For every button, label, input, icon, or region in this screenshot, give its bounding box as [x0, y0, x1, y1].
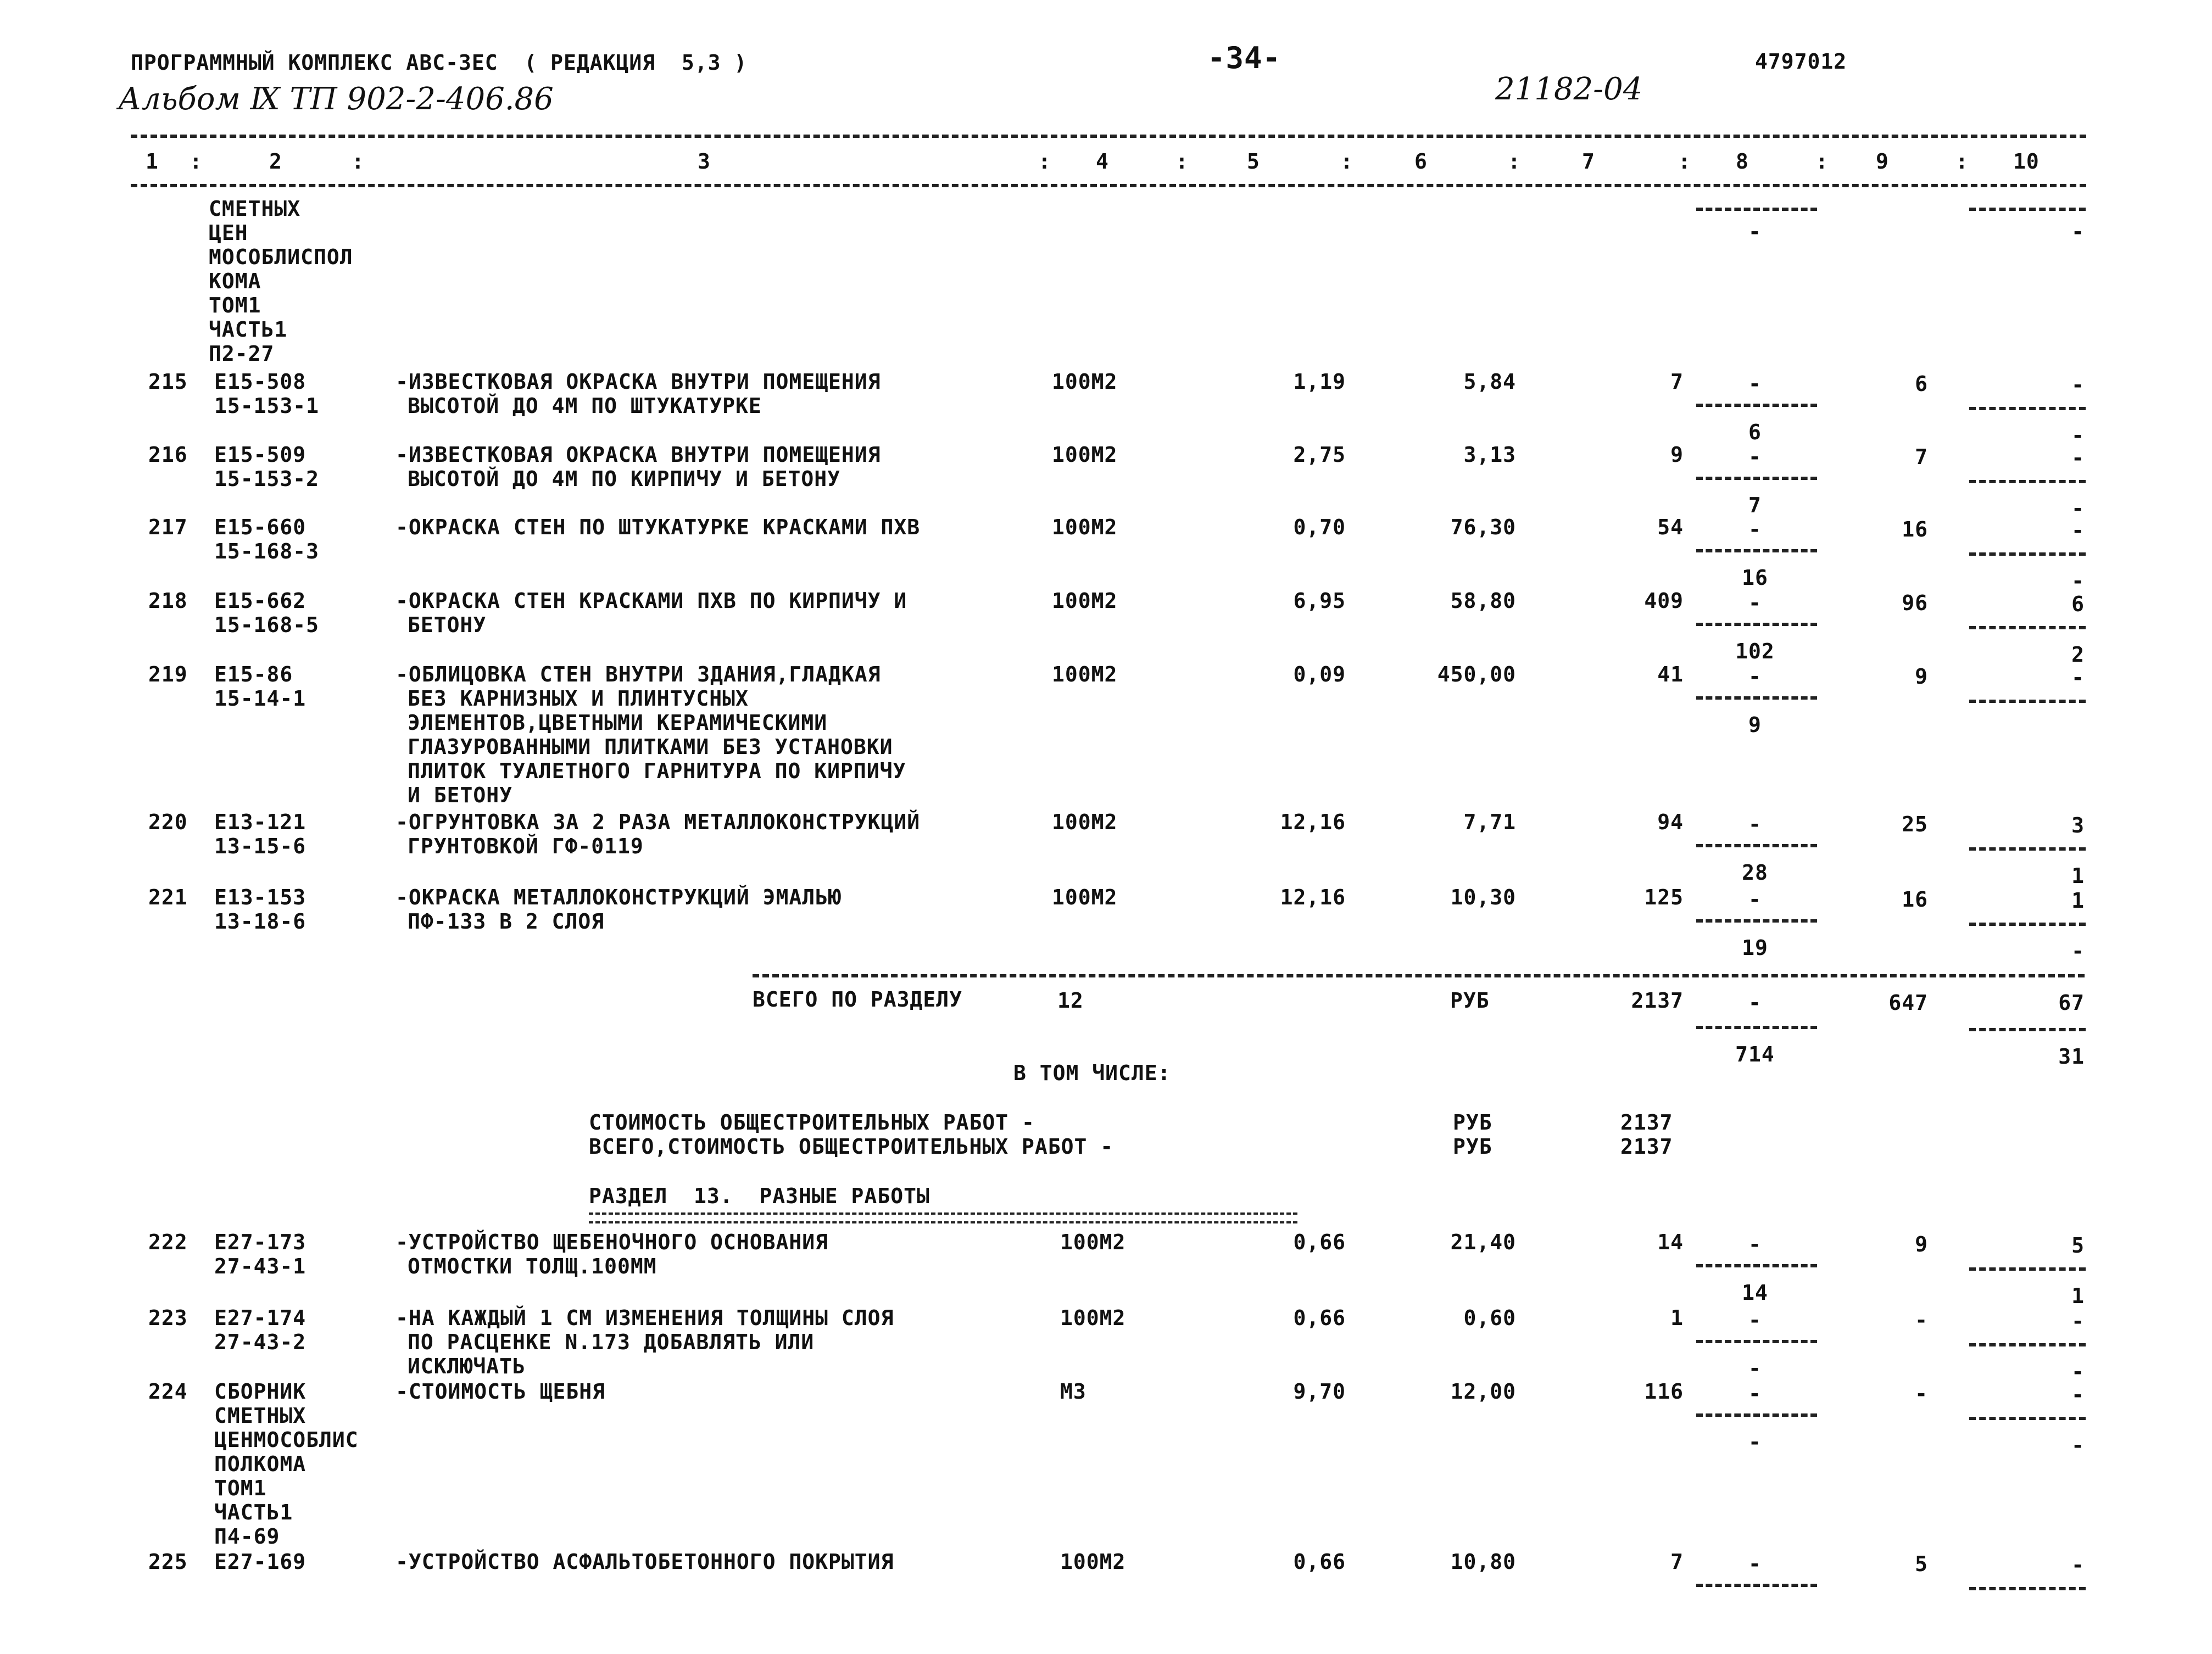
- program-title: ПРОГРАММНЫЙ КОМПЛЕКС АВС-3ЕС ( РЕДАКЦИЯ 5,3 ): [131, 51, 748, 75]
- row-code: ЧАСТЬ1: [214, 1500, 293, 1524]
- page-number: -34-: [1207, 41, 1281, 75]
- row-col10-rule: [1969, 1417, 2086, 1420]
- row-code: СБОРНИК: [214, 1379, 307, 1404]
- section-total-value: 2137: [1631, 988, 1684, 1013]
- row-quantity: 0,66: [1293, 1230, 1346, 1254]
- row-unit: 100М2: [1052, 662, 1118, 686]
- row-unit: 100М2: [1052, 885, 1118, 909]
- row-col10-bottom: 2: [2071, 642, 2085, 667]
- total-rule: [753, 974, 2085, 977]
- row-unit: 100М2: [1052, 589, 1118, 613]
- section-total-col10-top: 67: [2058, 991, 2085, 1015]
- section-total-col10-bottom: 31: [2058, 1044, 2085, 1069]
- row-unit: 100М2: [1052, 370, 1118, 394]
- row-number: 216: [148, 443, 188, 467]
- row-code: ТОМ1: [214, 1476, 267, 1500]
- row-number: 225: [148, 1550, 188, 1574]
- row-number: 219: [148, 662, 188, 686]
- column-separator: :: [1175, 149, 1189, 174]
- row-description: -ОКРАСКА МЕТАЛЛОКОНСТРУКЦИЙ ЭМАЛЬЮ: [395, 885, 842, 909]
- row-col10-bottom: -: [2071, 939, 2085, 963]
- row-price: 3,13: [1463, 443, 1516, 467]
- row-col8-top: -: [1748, 517, 1762, 541]
- row-price: 58,80: [1450, 589, 1516, 613]
- row-code: 27-43-1: [214, 1254, 307, 1278]
- section-total-count: 12: [1057, 988, 1084, 1013]
- row-quantity: 12,16: [1280, 810, 1346, 834]
- row-col8-rule: [1696, 549, 1817, 552]
- row-unit: 100М2: [1060, 1550, 1126, 1574]
- column-header-10: 10: [2013, 149, 2040, 174]
- row-col10-rule: [1969, 1267, 2086, 1271]
- column-separator: :: [1340, 149, 1353, 174]
- column-separator: :: [190, 149, 203, 174]
- section-total-col10-rule: [1969, 1028, 2086, 1031]
- row-col10-bottom: 1: [2071, 864, 2085, 888]
- row-code: 15-153-1: [214, 394, 320, 418]
- row-col9: 9: [1915, 1232, 1928, 1256]
- row-description: ГЛАЗУРОВАННЫМИ ПЛИТКАМИ БЕЗ УСТАНОВКИ: [408, 735, 893, 759]
- column-header-1: 1: [146, 149, 159, 174]
- row-number: 222: [148, 1230, 188, 1254]
- row-col10-top: -: [2071, 518, 2085, 543]
- source-line: П2-27: [209, 342, 275, 366]
- row-col10-rule: [1969, 1587, 2086, 1590]
- row-description: БЕТОНУ: [408, 613, 487, 637]
- row-price: 21,40: [1450, 1230, 1516, 1254]
- row-code: Е15-509: [214, 443, 307, 467]
- source-line: СМЕТНЫХ: [209, 197, 301, 221]
- row-col10-rule: [1969, 480, 2086, 483]
- row-col8-top: -: [1748, 664, 1762, 689]
- column-separator: :: [1508, 149, 1521, 174]
- row-col8-top: -: [1748, 1308, 1762, 1332]
- row-quantity: 9,70: [1293, 1379, 1346, 1404]
- row-col10-top: -: [2071, 446, 2085, 470]
- row-col8-top: -: [1748, 1382, 1762, 1406]
- row-col10-top: -: [2071, 373, 2085, 397]
- row-col10-top: -: [2071, 1553, 2085, 1577]
- row-col8-top: -: [1748, 887, 1762, 912]
- row-col8-top: -: [1748, 812, 1762, 836]
- row-description: -ИЗВЕСТКОВАЯ ОКРАСКА ВНУТРИ ПОМЕЩЕНИЯ: [395, 443, 881, 467]
- row-code: 13-15-6: [214, 834, 307, 858]
- column-header-3: 3: [698, 149, 711, 174]
- row-description: ПО РАСЦЕНКЕ N.173 ДОБАВЛЯТЬ ИЛИ: [408, 1330, 815, 1354]
- section-13-underline: [589, 1212, 1297, 1223]
- row-col9: 25: [1902, 812, 1928, 836]
- row-col8-top: -: [1748, 1232, 1762, 1256]
- row-quantity: 12,16: [1280, 885, 1346, 909]
- row-col10-rule: [1969, 626, 2086, 629]
- row-col9: 16: [1902, 887, 1928, 912]
- row-description: ВЫСОТОЙ ДО 4М ПО ШТУКАТУРКЕ: [408, 394, 762, 418]
- section-total-col8-rule: [1696, 1026, 1817, 1029]
- column-header-7: 7: [1582, 149, 1595, 174]
- section-total-col8-top: -: [1748, 991, 1762, 1015]
- row-total: 116: [1644, 1379, 1684, 1404]
- row-col8-bottom: 16: [1742, 566, 1768, 590]
- col8-value: -: [1748, 220, 1762, 244]
- row-description: -УСТРОЙСТВО ЩЕБЕНОЧНОГО ОСНОВАНИЯ: [395, 1230, 828, 1254]
- column-header-4: 4: [1096, 149, 1109, 174]
- row-col10-rule: [1969, 923, 2086, 926]
- row-number: 221: [148, 885, 188, 909]
- row-code: Е15-662: [214, 589, 307, 613]
- row-col8-rule: [1696, 844, 1817, 847]
- row-col8-rule: [1696, 1264, 1817, 1267]
- row-unit: 100М2: [1052, 515, 1118, 539]
- row-col10-bottom: -: [2071, 496, 2085, 521]
- row-col8-top: -: [1748, 1552, 1762, 1576]
- row-description: -ОГРУНТОВКА ЗА 2 РАЗА МЕТАЛЛОКОНСТРУКЦИЙ: [395, 810, 921, 834]
- row-unit: 100М2: [1052, 443, 1118, 467]
- row-description: ОТМОСТКИ ТОЛЩ.100ММ: [408, 1254, 657, 1278]
- row-quantity: 0,66: [1293, 1306, 1346, 1330]
- column-separator: :: [1955, 149, 1969, 174]
- row-col10-bottom: -: [2071, 569, 2085, 593]
- row-code: 13-18-6: [214, 909, 307, 934]
- column-separator: :: [352, 149, 365, 174]
- row-col8-rule: [1696, 1413, 1817, 1417]
- row-code: ПОЛКОМА: [214, 1452, 307, 1476]
- section-total-col9: 647: [1888, 991, 1928, 1015]
- source-line: ЦЕН: [209, 221, 248, 245]
- row-col9: -: [1915, 1308, 1928, 1332]
- row-col8-rule: [1696, 696, 1817, 700]
- row-code: 15-153-2: [214, 467, 320, 491]
- row-unit: М3: [1060, 1379, 1087, 1404]
- source-line: ЧАСТЬ1: [209, 317, 288, 342]
- row-col8-bottom: 14: [1742, 1281, 1768, 1305]
- row-col10-rule: [1969, 1343, 2086, 1346]
- source-line: КОМА: [209, 269, 261, 293]
- row-code: Е27-173: [214, 1230, 307, 1254]
- row-col9: 16: [1902, 517, 1928, 541]
- row-col10-bottom: -: [2071, 1433, 2085, 1457]
- row-col8-rule: [1696, 1584, 1817, 1587]
- row-col10-top: -: [2071, 666, 2085, 690]
- source-line: МОСОБЛИСПОЛ: [209, 245, 353, 269]
- row-col8-bottom: 28: [1742, 860, 1768, 885]
- row-col8-top: -: [1748, 445, 1762, 469]
- row-code: 15-14-1: [214, 686, 307, 711]
- row-code: СМЕТНЫХ: [214, 1404, 307, 1428]
- row-col10-bottom: -: [2071, 423, 2085, 448]
- row-col10-top: -: [2071, 1383, 2085, 1407]
- row-code: Е15-508: [214, 370, 307, 394]
- row-price: 10,80: [1450, 1550, 1516, 1574]
- row-col10-top: 1: [2071, 889, 2085, 913]
- row-description: -СТОИМОСТЬ ЩЕБНЯ: [395, 1379, 606, 1404]
- row-price: 5,84: [1463, 370, 1516, 394]
- row-description: БЕЗ КАРНИЗНЫХ И ПЛИНТУСНЫХ: [408, 686, 749, 711]
- row-code: Е13-121: [214, 810, 307, 834]
- row-description: ПЛИТОК ТУАЛЕТНОГО ГАРНИТУРА ПО КИРПИЧУ: [408, 759, 906, 783]
- column-separator: :: [1038, 149, 1051, 174]
- row-col8-bottom: 6: [1748, 420, 1762, 444]
- row-col8-top: -: [1748, 591, 1762, 615]
- row-col8-bottom: -: [1748, 1430, 1762, 1454]
- row-col8-bottom: 7: [1748, 493, 1762, 517]
- row-col8-rule: [1696, 1340, 1817, 1343]
- including-label: В ТОМ ЧИСЛЕ:: [1013, 1061, 1171, 1085]
- row-col8-bottom: 9: [1748, 713, 1762, 737]
- row-col10-top: 3: [2071, 813, 2085, 837]
- row-description: -ОКРАСКА СТЕН ПО ШТУКАТУРКЕ КРАСКАМИ ПХВ: [395, 515, 921, 539]
- header-rule-top: [131, 135, 2086, 138]
- column-header-9: 9: [1876, 149, 1889, 174]
- row-col8-rule: [1696, 477, 1817, 480]
- row-price: 10,30: [1450, 885, 1516, 909]
- row-number: 217: [148, 515, 188, 539]
- row-quantity: 0,09: [1293, 662, 1346, 686]
- col8-rule: [1696, 208, 1817, 211]
- col10-value: -: [2071, 220, 2085, 244]
- cost-line-2-unit: РУБ: [1453, 1135, 1492, 1159]
- cost-line-1-unit: РУБ: [1453, 1110, 1492, 1135]
- row-price: 7,71: [1463, 810, 1516, 834]
- row-col9: 9: [1915, 664, 1928, 689]
- section-total-unit: РУБ: [1450, 988, 1490, 1013]
- cost-line-1-value: 2137: [1620, 1110, 1673, 1135]
- row-unit: 100М2: [1060, 1306, 1126, 1330]
- row-col8-bottom: 102: [1735, 639, 1775, 663]
- row-total: 1: [1670, 1306, 1684, 1330]
- row-total: 14: [1657, 1230, 1684, 1254]
- row-col9: 96: [1902, 591, 1928, 615]
- row-code: Е27-174: [214, 1306, 307, 1330]
- row-col8-rule: [1696, 623, 1817, 626]
- row-number: 218: [148, 589, 188, 613]
- row-number: 220: [148, 810, 188, 834]
- column-separator: :: [1815, 149, 1829, 174]
- row-col10-top: 6: [2071, 592, 2085, 616]
- row-col10-rule: [1969, 847, 2086, 851]
- row-code: П4-69: [214, 1524, 280, 1549]
- row-total: 9: [1670, 443, 1684, 467]
- row-quantity: 1,19: [1293, 370, 1346, 394]
- row-col10-rule: [1969, 552, 2086, 556]
- cost-line-1-label: СТОИМОСТЬ ОБЩЕСТРОИТЕЛЬНЫХ РАБОТ -: [589, 1110, 1035, 1135]
- row-quantity: 0,66: [1293, 1550, 1346, 1574]
- row-col8-bottom: -: [1748, 1356, 1762, 1381]
- column-header-8: 8: [1736, 149, 1749, 174]
- row-quantity: 0,70: [1293, 515, 1346, 539]
- row-price: 0,60: [1463, 1306, 1516, 1330]
- row-col8-rule: [1696, 404, 1817, 407]
- row-code: Е15-86: [214, 662, 293, 686]
- row-description: -ОКРАСКА СТЕН КРАСКАМИ ПХВ ПО КИРПИЧУ И: [395, 589, 907, 613]
- album-handwritten: Альбом Ⅸ ТП 902-2-406.86: [118, 81, 554, 117]
- row-col10-bottom: 1: [2071, 1284, 2085, 1308]
- row-col9: 5: [1915, 1552, 1928, 1576]
- row-code: 27-43-2: [214, 1330, 307, 1354]
- row-description: -ОБЛИЦОВКА СТЕН ВНУТРИ ЗДАНИЯ,ГЛАДКАЯ: [395, 662, 881, 686]
- row-total: 409: [1644, 589, 1684, 613]
- row-quantity: 2,75: [1293, 443, 1346, 467]
- row-col9: 7: [1915, 445, 1928, 469]
- row-code: Е13-153: [214, 885, 307, 909]
- row-code: Е15-660: [214, 515, 307, 539]
- row-total: 41: [1657, 662, 1684, 686]
- row-col10-rule: [1969, 700, 2086, 703]
- row-col10-bottom: -: [2071, 1360, 2085, 1384]
- row-description: ИСКЛЮЧАТЬ: [408, 1354, 526, 1378]
- header-rule-bottom: [131, 184, 2086, 187]
- row-number: 223: [148, 1306, 188, 1330]
- row-col10-top: -: [2071, 1309, 2085, 1333]
- row-total: 7: [1670, 1550, 1684, 1574]
- section-13-title: РАЗДЕЛ 13. РАЗНЫЕ РАБОТЫ: [589, 1184, 930, 1208]
- code-handwritten: 21182-04: [1495, 71, 1643, 107]
- row-code: 15-168-3: [214, 539, 320, 563]
- row-description: -НА КАЖДЫЙ 1 СМ ИЗМЕНЕНИЯ ТОЛЩИНЫ СЛОЯ: [395, 1306, 894, 1330]
- row-price: 76,30: [1450, 515, 1516, 539]
- row-total: 7: [1670, 370, 1684, 394]
- row-description: И БЕТОНУ: [408, 783, 513, 807]
- row-total: 94: [1657, 810, 1684, 834]
- row-col8-bottom: 19: [1742, 936, 1768, 960]
- row-col10-rule: [1969, 407, 2086, 410]
- row-description: -УСТРОЙСТВО АСФАЛЬТОБЕТОННОГО ПОКРЫТИЯ: [395, 1550, 894, 1574]
- section-total-col8-bottom: 714: [1735, 1042, 1775, 1066]
- row-col8-rule: [1696, 919, 1817, 923]
- row-unit: 100М2: [1060, 1230, 1126, 1254]
- row-quantity: 6,95: [1293, 589, 1346, 613]
- row-code: Е27-169: [214, 1550, 307, 1574]
- row-col8-top: -: [1748, 372, 1762, 396]
- source-line: ТОМ1: [209, 293, 261, 317]
- row-description: ВЫСОТОЙ ДО 4М ПО КИРПИЧУ И БЕТОНУ: [408, 467, 840, 491]
- row-col9: 6: [1915, 372, 1928, 396]
- row-price: 450,00: [1437, 662, 1516, 686]
- col10-rule: [1969, 208, 2086, 211]
- cost-line-2-value: 2137: [1620, 1135, 1673, 1159]
- document-number: 4797012: [1755, 49, 1847, 74]
- row-number: 224: [148, 1379, 188, 1404]
- row-total: 125: [1644, 885, 1684, 909]
- row-total: 54: [1657, 515, 1684, 539]
- row-description: -ИЗВЕСТКОВАЯ ОКРАСКА ВНУТРИ ПОМЕЩЕНИЯ: [395, 370, 881, 394]
- row-code: 15-168-5: [214, 613, 320, 637]
- row-description: ГРУНТОВКОЙ ГФ-0119: [408, 834, 644, 858]
- column-header-5: 5: [1247, 149, 1260, 174]
- cost-line-2-label: ВСЕГО,СТОИМОСТЬ ОБЩЕСТРОИТЕЛЬНЫХ РАБОТ -: [589, 1135, 1114, 1159]
- row-col10-top: 5: [2071, 1233, 2085, 1258]
- section-total-label: ВСЕГО ПО РАЗДЕЛУ: [753, 987, 963, 1012]
- row-number: 215: [148, 370, 188, 394]
- column-header-2: 2: [269, 149, 282, 174]
- row-price: 12,00: [1450, 1379, 1516, 1404]
- column-separator: :: [1678, 149, 1691, 174]
- row-description: ПФ-133 В 2 СЛОЯ: [408, 909, 605, 934]
- column-header-6: 6: [1414, 149, 1428, 174]
- row-unit: 100М2: [1052, 810, 1118, 834]
- row-col9: -: [1915, 1382, 1928, 1406]
- row-description: ЭЛЕМЕНТОВ,ЦВЕТНЫМИ КЕРАМИЧЕСКИМИ: [408, 711, 828, 735]
- row-code: ЦЕНМОСОБЛИС: [214, 1428, 359, 1452]
